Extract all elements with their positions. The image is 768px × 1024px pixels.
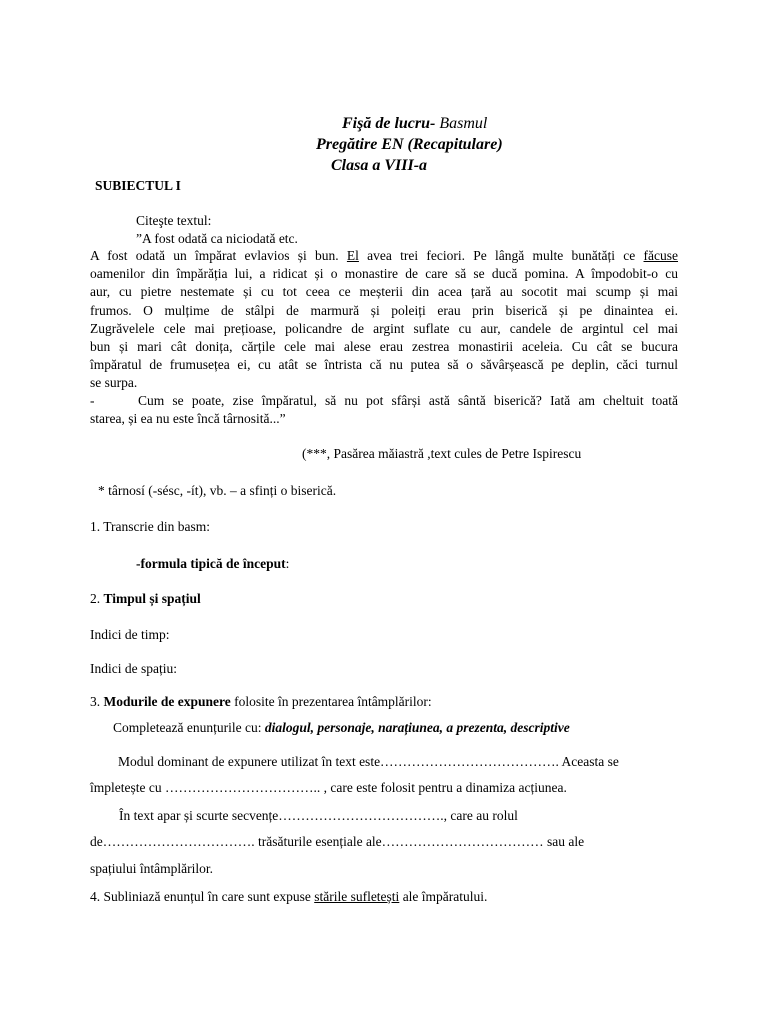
- text-fragment: 4. Subliniază enunțul în care sunt expuse: [90, 889, 315, 904]
- formula-label: -formula tipică de început: [136, 556, 286, 571]
- sentence-2c: spațiului întâmplărilor.: [90, 861, 213, 876]
- paragraph-line-1: [90, 247, 678, 265]
- word-bank: dialogul, personaje, narațiunea, a prezenta, descriptive: [264, 720, 570, 735]
- paragraph-line-8: se surpa.: [90, 375, 138, 390]
- text-fragment: ale împăratului.: [399, 889, 488, 904]
- paragraph-line-7: împăratul de frumusețea ei, cu atât se întrista că nu putea să o săvârșească pe deplin, căci turnul: [90, 357, 678, 372]
- question-1-title: 1. Transcrie din basm:: [90, 519, 210, 534]
- question-2-title: [90, 590, 201, 608]
- text-fragment: A fost odată un împărat evlavios și bun.: [90, 248, 347, 263]
- underlined-el: El: [346, 248, 359, 263]
- dialog-dash: -: [90, 393, 95, 408]
- underlined-emotions: stările sufletești: [314, 889, 400, 904]
- text-fragment: avea trei feciori. Pe lângă multe bunătăți ce: [358, 248, 644, 263]
- question-number: 3.: [90, 694, 104, 709]
- sentence-1b: împletește cu …………………………….. , care este folosit pentru a dinamiza acțiunea.: [90, 780, 567, 795]
- title-rest: Basmul: [435, 115, 488, 132]
- underlined-facuse: făcuse: [643, 248, 679, 263]
- sentence-1a: Modul dominant de expunere utilizat în text este…………………………………. Aceasta se: [118, 754, 619, 769]
- read-instruction: Citeşte textul:: [136, 213, 212, 228]
- paragraph-line-3: aur, cu pietre nestemate și cu tot ceea ce meșterii din acea țară au socotit mai scump și mai: [90, 284, 678, 299]
- sentence-2b: de……………………………. trăsăturile esențiale ale……………………………… sau ale: [90, 834, 585, 849]
- footnote: * târnosí (-sésc, -ít), vb. – a sfinți o biserică.: [98, 483, 337, 498]
- worksheet-subtitle: Pregătire EN (Recapitulare): [316, 136, 503, 153]
- worksheet-title: [342, 115, 487, 133]
- modes-label: Modurile de expunere: [103, 694, 231, 709]
- question-4: [90, 888, 487, 906]
- question-1-item: [136, 555, 289, 573]
- colon: :: [285, 556, 290, 571]
- title-bold: Fişă de lucru-: [342, 115, 436, 132]
- subject-heading: SUBIECTUL I: [95, 178, 181, 193]
- time-space-label: Timpul și spațiul: [103, 591, 201, 606]
- source-citation: (***, Pasărea măiastră ,text cules de Petre Ispirescu: [302, 446, 582, 461]
- dialog-line-1: Cum se poate, zise împăratul, să nu pot sfârși astă sântă biserică? Iată am cheltuit toată: [138, 393, 678, 408]
- paragraph-line-4: frumos. O mulțime de stâlpi de marmură și poleiți erau prin biserică și pe dinaintea ei.: [90, 303, 678, 318]
- paragraph-line-6: bun și mari cât donița, cărțile cele mai alese erau zestrea monastirii aceleia. Cu cât se bucura: [90, 339, 678, 354]
- dialog-line-2: starea, și ea nu este încă târnosită...”: [90, 411, 286, 426]
- question-3-title: [90, 693, 432, 711]
- complete-instruction: [113, 719, 570, 737]
- time-indicators: Indici de timp:: [90, 627, 170, 642]
- sentence-2a: În text apar și scurte secvențe………………………………., care au rolul: [119, 808, 518, 823]
- text-fragment: folosite în prezentarea întâmplărilor:: [230, 694, 432, 709]
- text-fragment: Completează enunțurile cu:: [113, 720, 265, 735]
- paragraph-line-5: Zugrăvelele cele mai prețioase, policandre de argint suflate cu aur, candele de argintul cel mai: [90, 321, 678, 336]
- paragraph-line-2: oamenilor din împărăția lui, a ridicat și o monastire de care să se ducă pomina. A împodobit-o cu: [90, 266, 678, 281]
- question-number: 2.: [90, 591, 104, 606]
- space-indicators: Indici de spațiu:: [90, 661, 177, 676]
- worksheet-class: Clasa a VIII-a: [331, 157, 428, 174]
- quote-start: ”A fost odată ca niciodată etc.: [136, 231, 298, 246]
